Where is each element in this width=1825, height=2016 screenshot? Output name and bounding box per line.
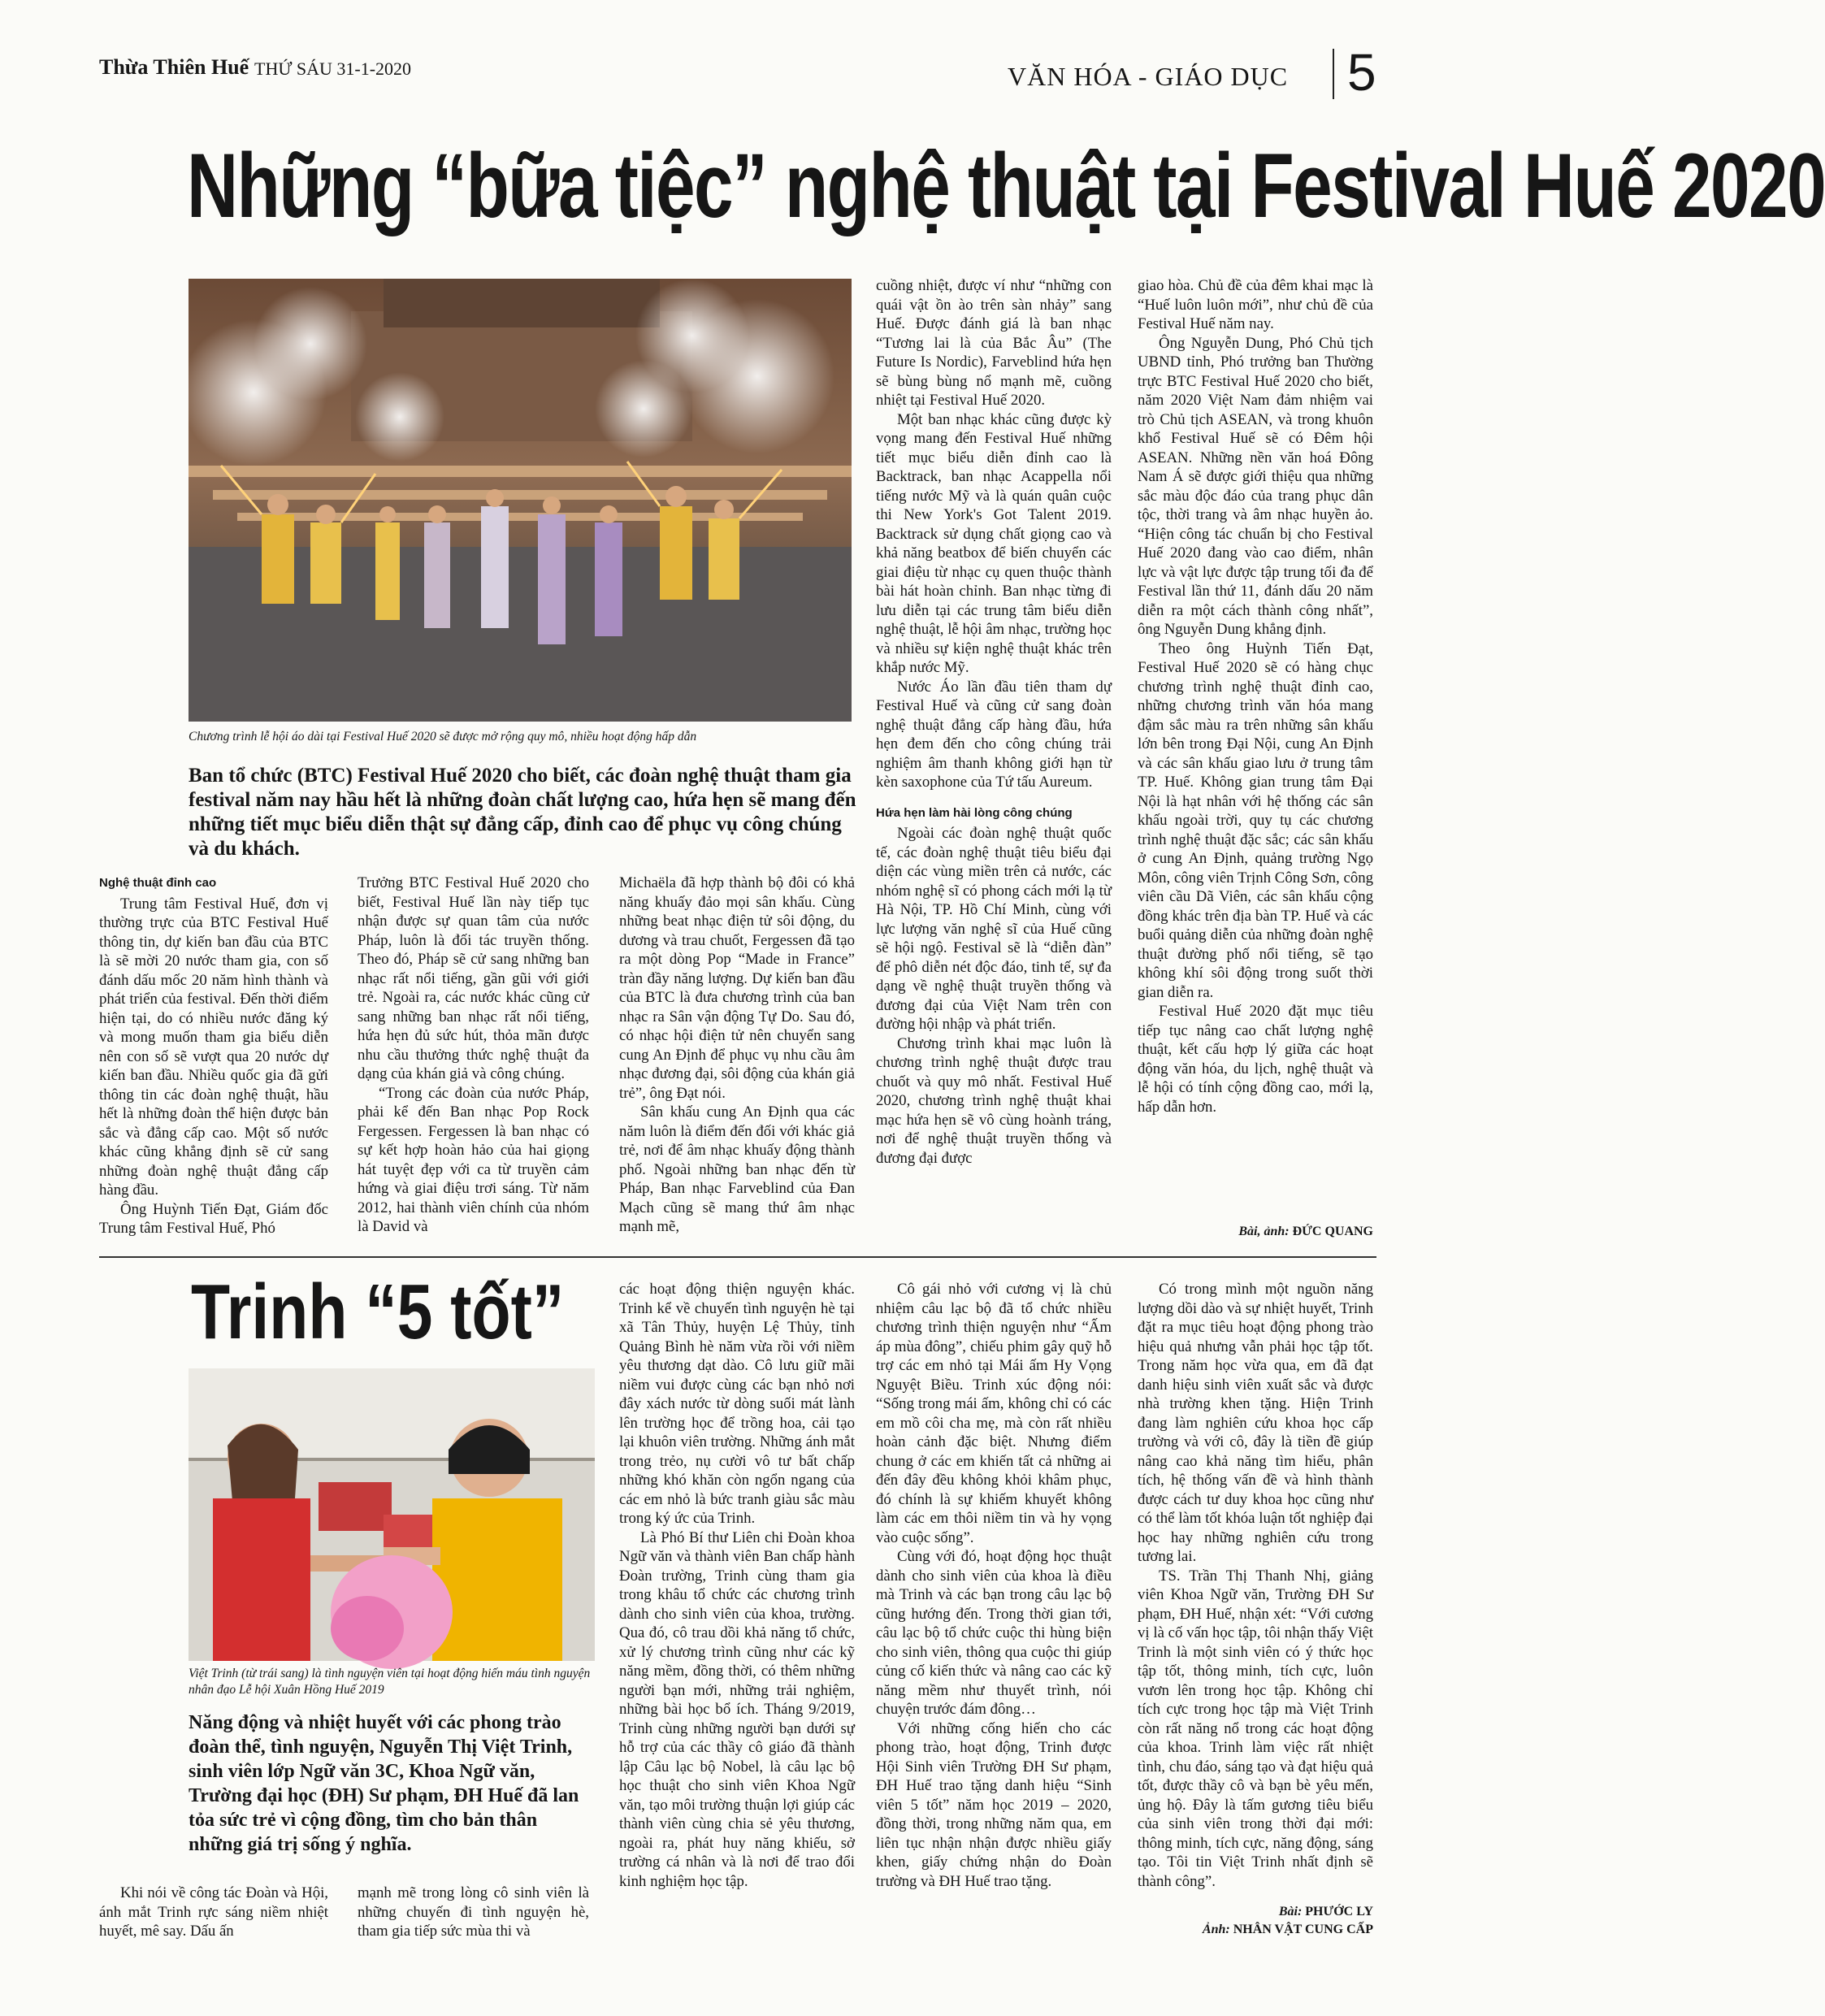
paragraph: Khi nói về công tác Đoàn và Hội, ánh mắt Trinh rực sáng niềm nhiệt huyết, mê say. Dấu ấn bbox=[99, 1884, 328, 1940]
page-number: 5 bbox=[1347, 43, 1376, 102]
festival-photo bbox=[189, 279, 852, 722]
paragraph: cuồng nhiệt, được ví như “những con quái vật ồn ào trên sàn nhảy” sang Huế. Được đánh giá là ban nhạc “Tương lai là của Bắc Âu” (The Future Is Nordic), Farveblind hứa hẹn sẽ bùng bùng nổ mạnh mẽ, cuồng nhiệt tại Festival Huế 2020. bbox=[876, 277, 1112, 409]
issue-date: THỨ SÁU 31-1-2020 bbox=[254, 59, 412, 79]
paragraph: Có trong mình một nguồn năng lượng dồi dào và sự nhiệt huyết, Trinh đặt ra mục tiêu hoạt động phong trào hiệu quả nhưng vẫn phải học tập tốt. Trong năm học vừa qua, em đã đạt danh hiệu sinh viên xuất sắc và được nhà trường khen tặng. Hiện Trinh đang làm nghiên cứu khoa học cấp trường và với cô, đây là tiền đề giúp nâng cao khả năng tìm hiểu, phân tích, hệ thống vấn đề và hình thành được cách tư duy khoa học cũng như có thể làm tốt khóa luận tốt nghiệp đại học hay những nghiên cứu trong tương lai. bbox=[1138, 1281, 1373, 1565]
masthead-divider bbox=[1333, 49, 1334, 99]
section-title: VĂN HÓA - GIÁO DỤC bbox=[1008, 62, 1289, 91]
article2-column-4 bbox=[876, 1280, 1112, 1891]
article-divider bbox=[99, 1256, 1376, 1258]
volunteer-photo-caption: Việt Trinh (từ trái sang) là tình nguyện viên tại hoạt động hiến máu tình nguyện nhân đạo Lễ hội Xuân Hồng Huế 2019 bbox=[189, 1667, 591, 1697]
article2-column-1 bbox=[99, 1884, 328, 1941]
paragraph: Trung tâm Festival Huế, đơn vị thường trực của BTC Festival Huế thông tin, dự kiến ban đầu của BTC là sẽ mời 20 nước tham gia, con số đánh dấu mốc 20 năm hình thành và phát triển của festival. Đến thời điểm hiện tại, do có nhiều nước đăng ký và mong muốn tham gia biểu diễn nên con số sẽ vượt qua 20 nước dự kiến ban đầu. Nhiều quốc gia đã gửi thông tin các đoàn nghệ thuật, hầu hết là những đoàn thể hiện được bản sắc và đẳng cấp cao. Một số nước khác cũng khẳng định sẽ cử sang những đoàn nghệ thuật đẳng cấp hàng đầu. bbox=[99, 895, 328, 1199]
paragraph: Sân khấu cung An Định qua các năm luôn là điểm đến đối với khác giả trẻ, nơi để âm nhạc khuấy động thành phố. Ngoài những ban nhạc đến từ Pháp, Ban nhạc Farveblind của Đan Mạch cũng sẽ mang thứ âm nhạc mạnh mẽ, bbox=[619, 1103, 855, 1235]
paragraph: Là Phó Bí thư Liên chi Đoàn khoa Ngữ văn và thành viên Ban chấp hành Đoàn trường, Trinh cùng tham gia trong khâu tổ chức các chương trình dành cho sinh viên của khoa, trường. Qua đó, cô trau dồi khả năng tổ chức, xử lý chương trình cũng như các kỹ năng mềm, đồng thời, có thêm những người bạn mới, những trải nghiệm, những bài học bổ ích. Tháng 9/2019, Trinh cùng những người bạn dưới sự hỗ trợ của các thầy cô giáo đã thành lập Câu lạc bộ Nobel, là câu lạc bộ học thuật cho sinh viên Khoa Ngữ văn, tạo môi trường thuận lợi giúp các thành viên cùng chia sẻ yêu thương, ngoài ra, phát huy năng khiếu, sở trường cá nhân và là nơi để trao đổi kinh nghiệm học tập. bbox=[619, 1528, 855, 1890]
photo-credit-name: NHÂN VẬT CUNG CẤP bbox=[1233, 1923, 1373, 1936]
paragraph: Ngoài các đoàn nghệ thuật quốc tế, các đoàn nghệ thuật tiêu biểu đại diện các vùng miền trên cả nước, các nhóm nghệ sĩ có phong cách mới lạ từ Hà Nội, TP. Hồ Chí Minh, cùng với lực lượng văn nghệ sĩ của Huế cũng sẽ hội ngộ. Festival sẽ là “diễn đàn” để phô diễn nét độc đáo, tinh tế, sự đa dạng về nghệ thuật truyền thống và đương đại của Việt Nam trên con đường hội nhập và phát triển. bbox=[876, 825, 1112, 1033]
article2-column-5 bbox=[1138, 1280, 1373, 1891]
byline-label: Bài, ảnh: bbox=[1238, 1225, 1290, 1238]
paragraph: Cô gái nhỏ với cương vị là chủ nhiệm câu lạc bộ đã tổ chức nhiều chương trình thiện nguyện như “Ấm áp mùa đông”, chiếu phim gây quỹ hỗ trợ các em nhỏ tại Mái ấm Hy Vọng Nguyệt Biều. Trinh xúc động nói: “Sống trong mái ấm, không chỉ có các em mồ côi cha mẹ, mà còn rất nhiều hoàn cảnh đặc biệt. Nhưng điểm chung ở các em khiến tất cả những ai đến đây đều không khỏi khâm phục, đó chính là sự khiếm khuyết không làm các em thôi niềm tin và hy vọng vào cuộc sống”. bbox=[876, 1281, 1112, 1546]
article1-column-4 bbox=[876, 276, 1112, 1168]
paragraph: mạnh mẽ trong lòng cô sinh viên là những chuyến đi tình nguyện hè, tham gia tiếp sức mùa thi và bbox=[358, 1884, 589, 1940]
paragraph: Ông Nguyễn Dung, Phó Chủ tịch UBND tỉnh, Phó trưởng ban Thường trực BTC Festival Huế 2020 cho biết, năm 2020 Việt Nam đảm nhiệm vai trò Chủ tịch ASEAN, và trong khuôn khổ Festival Huế sẽ có Đêm hội ASEAN. Những nền văn hoá Đông Nam Á sẽ được giới thiệu qua những sắc màu độc đáo của trang phục dân tộc, thời trang và âm nhạc huyền ảo. “Hiện công tác chuẩn bị cho Festival Huế 2020 đang vào cao điểm, nhân lực và vật lực được tập trung tối đa để Festival lần thứ 11, đánh dấu 20 năm diễn ra một cách thành công nhất”, ông Nguyễn Dung khẳng định. bbox=[1138, 334, 1373, 638]
article1-column-5 bbox=[1138, 276, 1373, 1116]
paper-name: Thừa Thiên Huế bbox=[99, 55, 249, 79]
volunteer-photo bbox=[189, 1368, 595, 1661]
article1-byline bbox=[1138, 1225, 1373, 1239]
byline-author: ĐỨC QUANG bbox=[1292, 1225, 1373, 1238]
paragraph: Với những cống hiến cho các phong trào, hoạt động, Trinh được Hội Sinh viên Trường ĐH Sư phạm, ĐH Huế trao tặng danh hiệu “Sinh viên 5 tốt” năm học 2019 – 2020, đồng thời, trong những năm qua, em liên tục nhận nhận được nhiều giấy khen, giấy chứng nhận do Đoàn trường và ĐH Huế trao tặng. bbox=[876, 1719, 1112, 1890]
paragraph: Ông Huỳnh Tiến Đạt, Giám đốc Trung tâm Festival Huế, Phó bbox=[99, 1200, 328, 1237]
article1-headline: Những “bữa tiệc” nghệ thuật tại Festival Huế 2020 bbox=[187, 135, 1825, 236]
article2-headline: Trinh “5 tốt” bbox=[191, 1268, 565, 1355]
subheading-hua-hen: Hứa hẹn làm hài lòng công chúng bbox=[876, 805, 1073, 820]
paragraph: Festival Huế 2020 đặt mục tiêu tiếp tục nâng cao chất lượng nghệ thuật, kết cấu hợp lý giữa các hoạt động văn hóa, du lịch, nghệ thuật và lễ hội có tính cộng đồng cao, mới lạ, hấp dẫn hơn. bbox=[1138, 1003, 1373, 1116]
paragraph: Trưởng BTC Festival Huế 2020 cho biết, Festival Huế lần này tiếp tục nhận được sự quan tâm của nước Pháp, luôn là đối tác truyền thống. Theo đó, Pháp sẽ cử sang những ban nhạc rất nổi tiếng, gần gũi với giới trẻ. Ngoài ra, các nước khác cũng cử sang những ban nhạc rất nổi tiếng, hứa hẹn đủ sức hút, thỏa mãn được nhu cầu thưởng thức nghệ thuật đa dạng của khán giả và công chúng. bbox=[358, 874, 589, 1082]
byline-author: PHƯỚC LY bbox=[1305, 1905, 1373, 1918]
article1-column-1 bbox=[99, 874, 328, 1238]
article2-byline bbox=[1138, 1903, 1373, 1939]
paragraph: Một ban nhạc khác cũng được kỳ vọng mang đến Festival Huế những tiết mục biểu diễn đỉnh cao là Backtrack, ban nhạc Acappella nổi tiếng nước Mỹ và là quán quân cuộc thi New York's Got Talent 2019. Backtrack sử dụng chất giọng cao và khả năng beatbox để biến chuyển các giai điệu từ nhạc cụ quen thuộc thành bài hát hoàn chỉnh. Ban nhạc từng đi lưu diễn tại các trung tâm biểu diễn nghệ thuật, lễ hội âm nhạc, trường học và nhiều sự kiện nghệ thuật khác trên khắp nước Mỹ. bbox=[876, 410, 1112, 676]
article2-column-2 bbox=[358, 1884, 589, 1941]
festival-photo-caption: Chương trình lễ hội áo dài tại Festival Huế 2020 sẽ được mở rộng quy mô, nhiều hoạt động hấp dẫn bbox=[189, 730, 697, 744]
paragraph: TS. Trần Thị Thanh Nhị, giảng viên Khoa Ngữ văn, Trường ĐH Sư phạm, ĐH Huế, nhận xét: “Với cương vị là cố vấn học tập, tôi nhận thấy Việt Trinh là một sinh viên có ý thức học tập tốt, thông minh, tích cực, luôn vươn lên trong học tập. Không chỉ tích cực trong học tập mà Việt Trinh còn rất năng nổ trong các hoạt động của khoa. Trinh làm việc rất nhiệt tình, chu đáo, sáng tạo và đạt hiệu quả tốt, được thầy cô và bạn bè yêu mến, ủng hộ. Đây là tấm gương tiêu biểu của sinh viên trong thời đại mới: thông minh, tích cực, năng động, sáng tạo. Tôi tin Việt Trinh nhất định sẽ thành công”. bbox=[1138, 1567, 1373, 1890]
paragraph: các hoạt động thiện nguyện khác. Trinh kể về chuyến tình nguyện hè tại xã Tân Thủy, huyện Lệ Thủy, tỉnh Quảng Bình hè năm vừa rồi với niềm yêu thương dạt dào. Cô lưu giữ mãi niềm vui được cùng các bạn nhỏ nơi đây xách nước từ dòng suối mát lành lên trường học để trồng hoa, cải tạo lại khuôn viên trường. Những ánh mắt trong trẻo, nụ cười vô tư bất chấp những khó khăn còn ngổn ngang của các em nhỏ là bức tranh giàu sắc màu trong ký ức của Trinh. bbox=[619, 1281, 855, 1527]
byline-label: Bài: bbox=[1278, 1905, 1303, 1918]
paragraph: Chương trình khai mạc luôn là chương trình nghệ thuật được trau chuốt và quy mô nhất. Festival Huế 2020, chương trình nghệ thuật khai mạc hứa hẹn sẽ vô cùng hoành tráng, nơi để nghệ thuật truyền thống và đương đại được bbox=[876, 1034, 1112, 1167]
article1-lead: Ban tổ chức (BTC) Festival Huế 2020 cho biết, các đoàn nghệ thuật tham gia festival năm nay hầu hết là những đoàn chất lượng cao, hứa hẹn sẽ mang đến những tiết mục biểu diễn thật sự đẳng cấp, đỉnh cao để phục vụ công chúng và du khách. bbox=[189, 765, 856, 860]
paragraph: Cùng với đó, hoạt động học thuật dành cho sinh viên của khoa là điều mà Trinh và các bạn trong câu lạc bộ cũng hướng đến. Trong thời gian tới, câu lạc bộ tổ chức cuộc thi hùng biện cho sinh viên, thông qua cuộc thi giúp củng cố kiến thức và nâng cao các kỹ năng mềm như thuyết trình, nói chuyện trước đám đông… bbox=[876, 1548, 1112, 1718]
paragraph: “Trong các đoàn của nước Pháp, phải kể đến Ban nhạc Pop Rock Fergessen. Fergessen là ban nhạc có sự kết hợp hoàn hảo của hai giọng hát tuyệt đẹp với ca từ truyền cảm hứng và giai điệu trơi sáng. Từ năm 2012, hai thành viên chính của nhóm là David và bbox=[358, 1084, 589, 1235]
article1-column-2 bbox=[358, 874, 589, 1237]
subheading-nghe-thuat-dinh-cao: Nghệ thuật đỉnh cao bbox=[99, 876, 217, 890]
photo-credit-label: Ảnh: bbox=[1202, 1923, 1230, 1936]
paragraph: Theo ông Huỳnh Tiến Đạt, Festival Huế 2020 sẽ có hàng chục chương trình nghệ thuật đỉnh cao, những chương trình văn hóa mang đậm sắc màu ra trên những sân khấu lớn bên trong Đại Nội, cung An Định và các sân khấu giao lưu ở trung tâm TP. Huế. Không gian trung tâm Đại Nội là hạt nhân với hệ thống các sân khấu ngoài trời, quy tụ các chương trình nghệ thuật đặc sắc; các sân khấu ở cung An Định, quảng trường Ngọ Môn, công viên Trịnh Công Sơn, công viên cầu Dã Viên, các sân khấu cộng đồng khác trên địa bàn TP. Huế và các buổi quảng diễn của những đoàn nghệ thuật đường phố nổi tiếng, sẽ tạo không khí sôi động trong suốt thời gian diễn ra. bbox=[1138, 639, 1373, 1001]
paragraph: giao hòa. Chủ đề của đêm khai mạc là “Huế luôn luôn mới”, như chủ đề của Festival Huế năm nay. bbox=[1138, 277, 1373, 332]
article2-lead: Năng động và nhiệt huyết với các phong trào đoàn thể, tình nguyện, Nguyễn Thị Việt Trinh, sinh viên lớp Ngữ văn 3C, Khoa Ngữ văn, Trường đại học (ĐH) Sư phạm, ĐH Huế đã lan tỏa sức trẻ vì cộng đồng, tìm cho bản thân những giá trị sống ý nghĩa. bbox=[189, 1712, 579, 1855]
paragraph: Nước Áo lần đầu tiên tham dự Festival Huế và cũng cử sang đoàn nghệ thuật đẳng cấp hàng đầu, hứa hẹn đem đến cho công chúng trải nghiệm âm thanh không giới hạn từ kèn saxophone của Tứ tấu Aureum. bbox=[876, 678, 1112, 791]
article1-column-3 bbox=[619, 874, 855, 1237]
paragraph: Michaëla đã hợp thành bộ đôi có khả năng khuấy đảo mọi sân khấu. Cùng những beat nhạc điện tử sôi động, du dương và trau chuốt, Fergessen đã tạo ra một dòng Pop “Made in France” tràn đầy năng lượng. Dự kiến ban đầu của BTC là đưa chương trình của ban nhạc ra Sân vận động Tự Do. Sau đó, có nhạc hội điện tử nên chuyển sang cung An Định để phục vụ nhu cầu âm nhạc đương đại, sôi động của khán giả trẻ”, ông Đạt nói. bbox=[619, 874, 855, 1102]
article2-column-3 bbox=[619, 1280, 855, 1891]
